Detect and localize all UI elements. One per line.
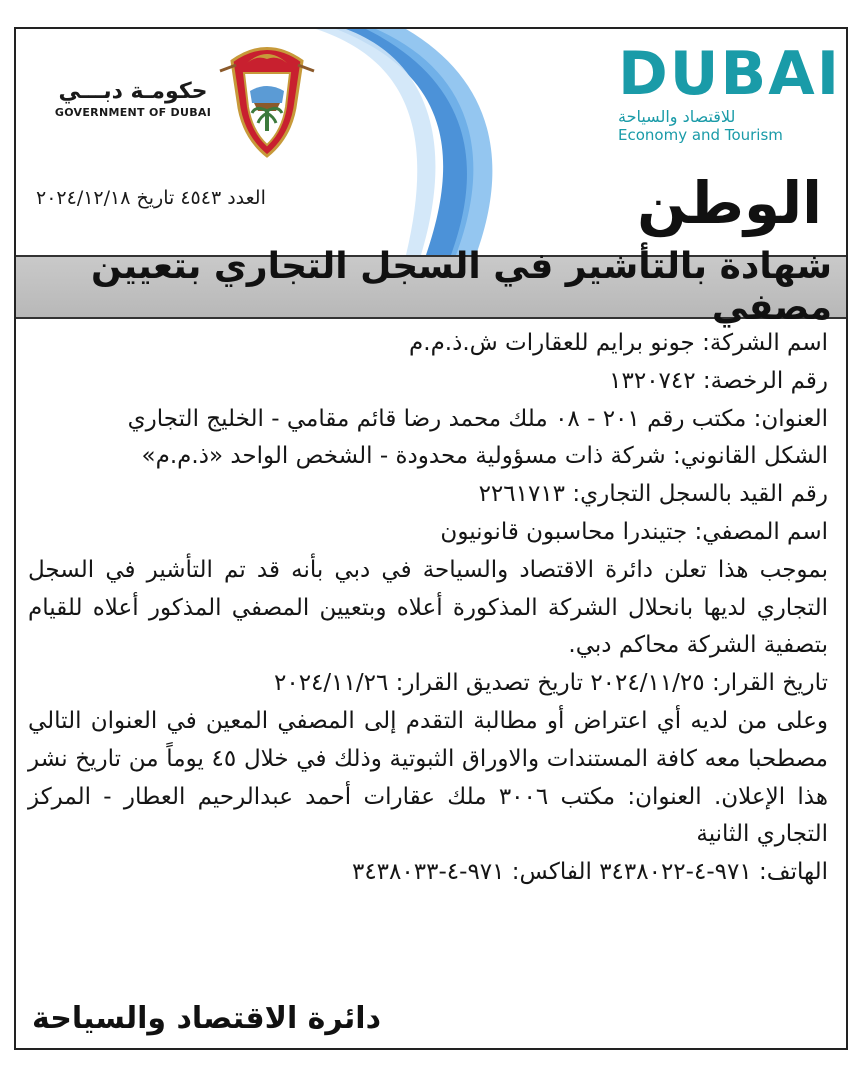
announcement-frame: [14, 27, 848, 1050]
government-of-dubai-logo: [38, 79, 228, 119]
company-address: العنوان: مكتب رقم ٢٠١ - ٠٨ ملك محمد رضا قائم مقامي - الخليج التجاري: [127, 405, 828, 432]
legal-form: الشكل القانوني: شركة ذات مسؤولية محدودة - الشخص الواحد «ذ.م.م»: [141, 443, 828, 470]
announcement-body: [28, 325, 828, 892]
announcement-paragraph: بموجب هذا تعلن دائرة الاقتصاد والسياحة في دبي بأنه قد تم التأشير في السجل التجاري لديها بانحلال الشركة المذكورة أعلاه وبتعيين المصفي المذكور أعلاه للقيام بتصفية الشركة محاكم دبي.: [28, 556, 828, 659]
gov-name-english: GOVERNMENT OF DUBAI: [54, 106, 212, 119]
decision-dates: تاريخ القرار: ٢٠٢٤/١١/٢٥ تاريخ تصديق القرار: ٢٠٢٤/١١/٢٦: [274, 670, 828, 697]
logo-subtitle-english: Economy and Tourism: [618, 126, 783, 144]
announcement-title: شهادة بالتأشير في السجل التجاري بتعيين مصفي: [91, 246, 832, 328]
company-name: اسم الشركة: جونو برايم للعقارات ش.ذ.م.م: [409, 330, 828, 356]
title-bar: [16, 246, 848, 328]
dubai-logo-word: DUBAI: [618, 39, 842, 109]
registry-number: رقم القيد بالسجل التجاري: ٢٢٦١٧١٣: [478, 481, 828, 508]
license-number: رقم الرخصة: ١٣٢٠٧٤٢: [609, 367, 828, 394]
liquidator-name: اسم المصفي: جتيندرا محاسبون قانونيون: [440, 518, 828, 545]
department-signature: دائرة الاقتصاد والسياحة: [32, 1001, 381, 1036]
wave-decoration: [316, 29, 516, 255]
gov-name-arabic: حكومـة دبـــي: [58, 79, 208, 104]
logo-subtitle-arabic: للاقتصاد والسياحة: [618, 107, 736, 126]
contact-numbers: الهاتف: ٩٧١-٤-٣٤٣٨٠٢٢ الفاكس: ٩٧١-٤-٣٤٣٨٠٣٣: [351, 859, 828, 886]
header: [16, 29, 848, 255]
newspaper-name: الوطن: [637, 169, 822, 237]
objection-paragraph: وعلى من لديه أي اعتراض أو مطالبة التقدم إلى المصفي المعين في العنوان التالي مصطحبا معه كافة المستندات والاوراق الثبوتية وذلك في خلال ٤٥ يوماً من تاريخ نشر هذا الإعلان. العنوان: مكتب ٣٠٠٦ ملك عقارات أحمد عبدالرحيم العطار - المركز التجاري الثانية: [28, 707, 829, 848]
dubai-emblem-icon: [212, 41, 322, 161]
dubai-economy-tourism-logo: [618, 39, 842, 144]
issue-number-date: العدد ٤٥٤٣ تاريخ ٢٠٢٤/١٢/١٨: [36, 187, 266, 209]
